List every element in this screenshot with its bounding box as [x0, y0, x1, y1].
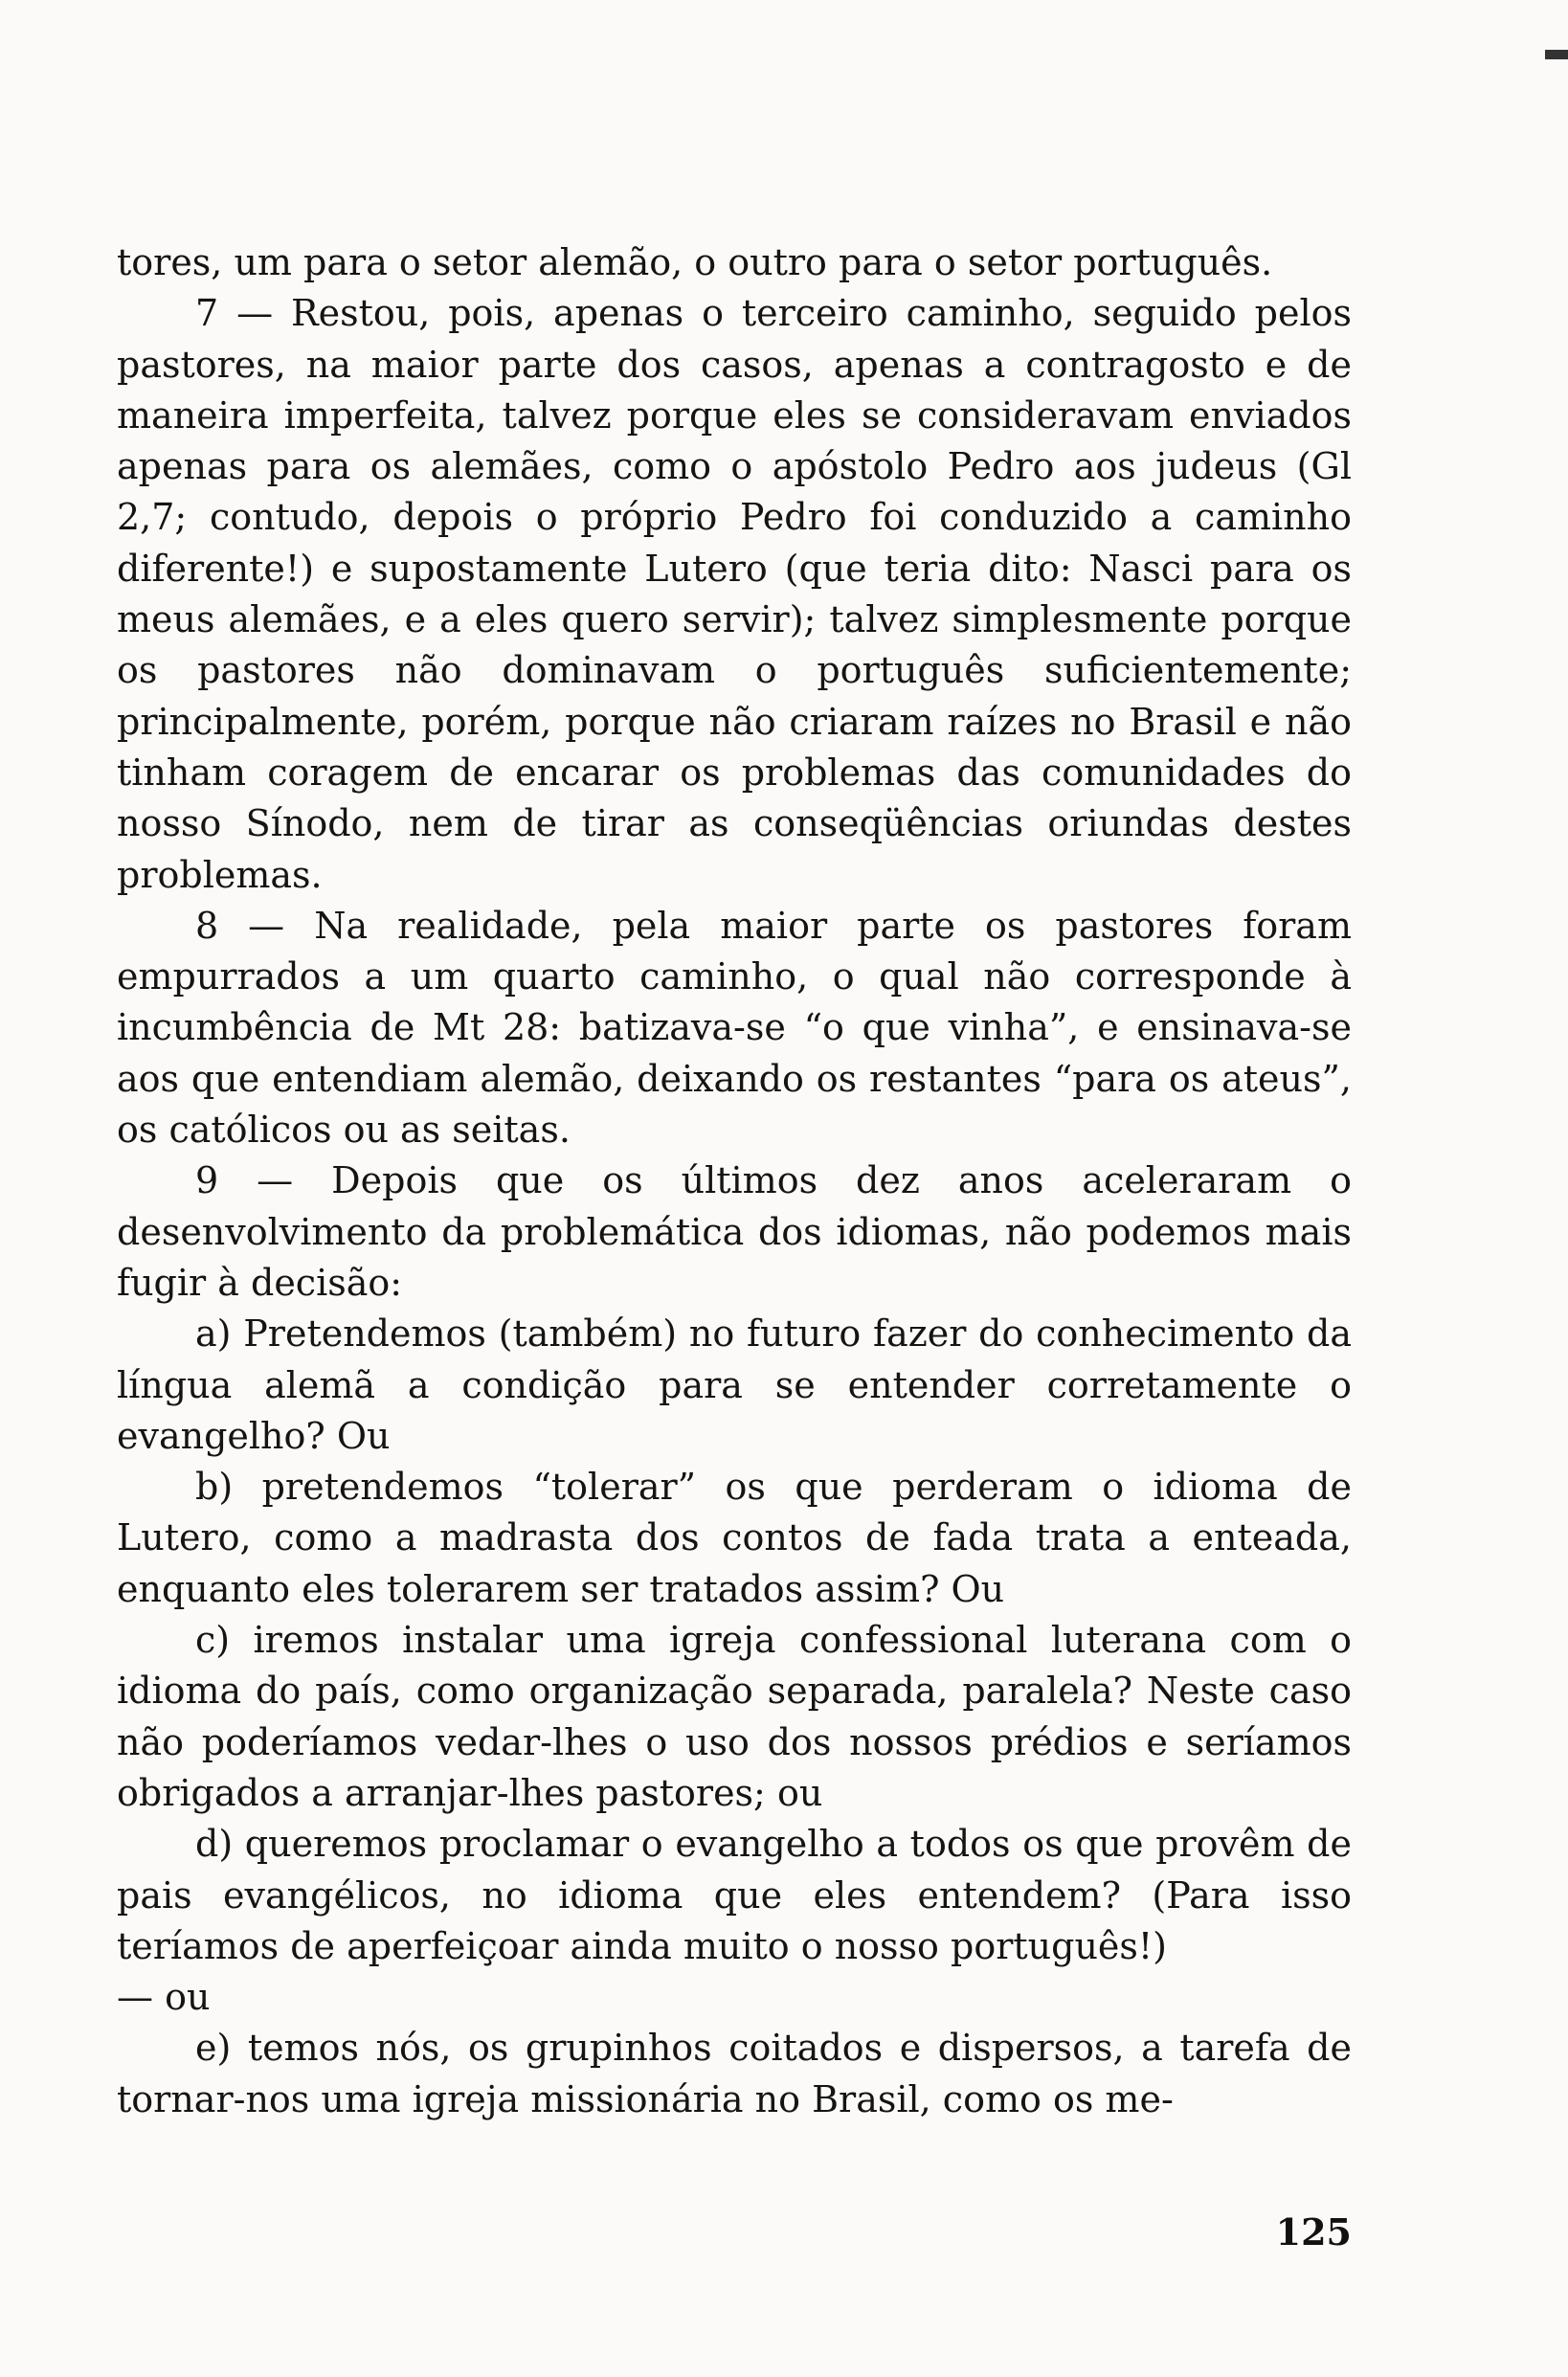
- option-d: d) queremos proclamar o evangelho a todos os que provêm de pais evangélicos, no idioma que eles entendem? (Para isso teríamos de aperfeiçoar ainda muito o nosso português!): [117, 1823, 1352, 1967]
- scan-edge-mark: [1545, 50, 1568, 59]
- option-separator: — ou: [117, 1976, 211, 2019]
- paragraph-7: 7 — Restou, pois, apenas o terceiro caminho, seguido pelos pastores, na maior parte dos casos, apenas a contragosto e de maneira imperfeita, talvez porque eles se consideravam enviados apenas para os alemães, como o apóstolo Pedro aos judeus (Gl 2,7; contudo, depois o próprio Pedro foi conduzido a caminho diferente!) e supostamente Lutero (que teria dito: Nasci para os meus alemães, e a eles quero servir); talvez simplesmente porque os pastores não dominavam o português suficientemente; principalmente, porém, porque não criaram raízes no Brasil e não tinham coragem de encarar os problemas das comunidades do nosso Sínodo, nem de tirar as conseqüências oriundas destes problemas.: [117, 292, 1352, 896]
- paragraph-8: 8 — Na realidade, pela maior parte os pastores foram empurrados a um quarto caminho, o qual não corresponde à incumbência de Mt 28: batizava-se “o que vinha”, e ensinava-se aos que entendiam alemão, deixando os restantes “para os ateus”, os católicos ou as seitas.: [117, 904, 1352, 1152]
- option-a: a) Pretendemos (também) no futuro fazer do conhecimento da língua alemã a condição para se entender corretamente o evangelho? Ou: [117, 1312, 1352, 1457]
- paragraph-9: 9 — Depois que os últimos dez anos aceleraram o desenvolvimento da problemática dos idiomas, não podemos mais fugir à decisão:: [117, 1159, 1352, 1304]
- page-number: 125: [1275, 2210, 1352, 2254]
- paragraph-continuation: tores, um para o setor alemão, o outro para o setor português.: [117, 241, 1273, 283]
- option-c: c) iremos instalar uma igreja confessional luterana com o idioma do país, como organização separada, paralela? Neste caso não poderíamos vedar-lhes o uso dos nossos prédios e seríamos obrigados a arranjar-lhes pastores; ou: [117, 1619, 1352, 1814]
- page-body-text: [117, 237, 1352, 2125]
- option-e: e) temos nós, os grupinhos coitados e dispersos, a tarefa de tornar-nos uma igreja missionária no Brasil, como os me-: [117, 2027, 1352, 2120]
- option-b: b) pretendemos “tolerar” os que perderam o idioma de Lutero, como a madrasta dos contos de fada trata a enteada, enquanto eles tolerarem ser tratados assim? Ou: [117, 1466, 1352, 1610]
